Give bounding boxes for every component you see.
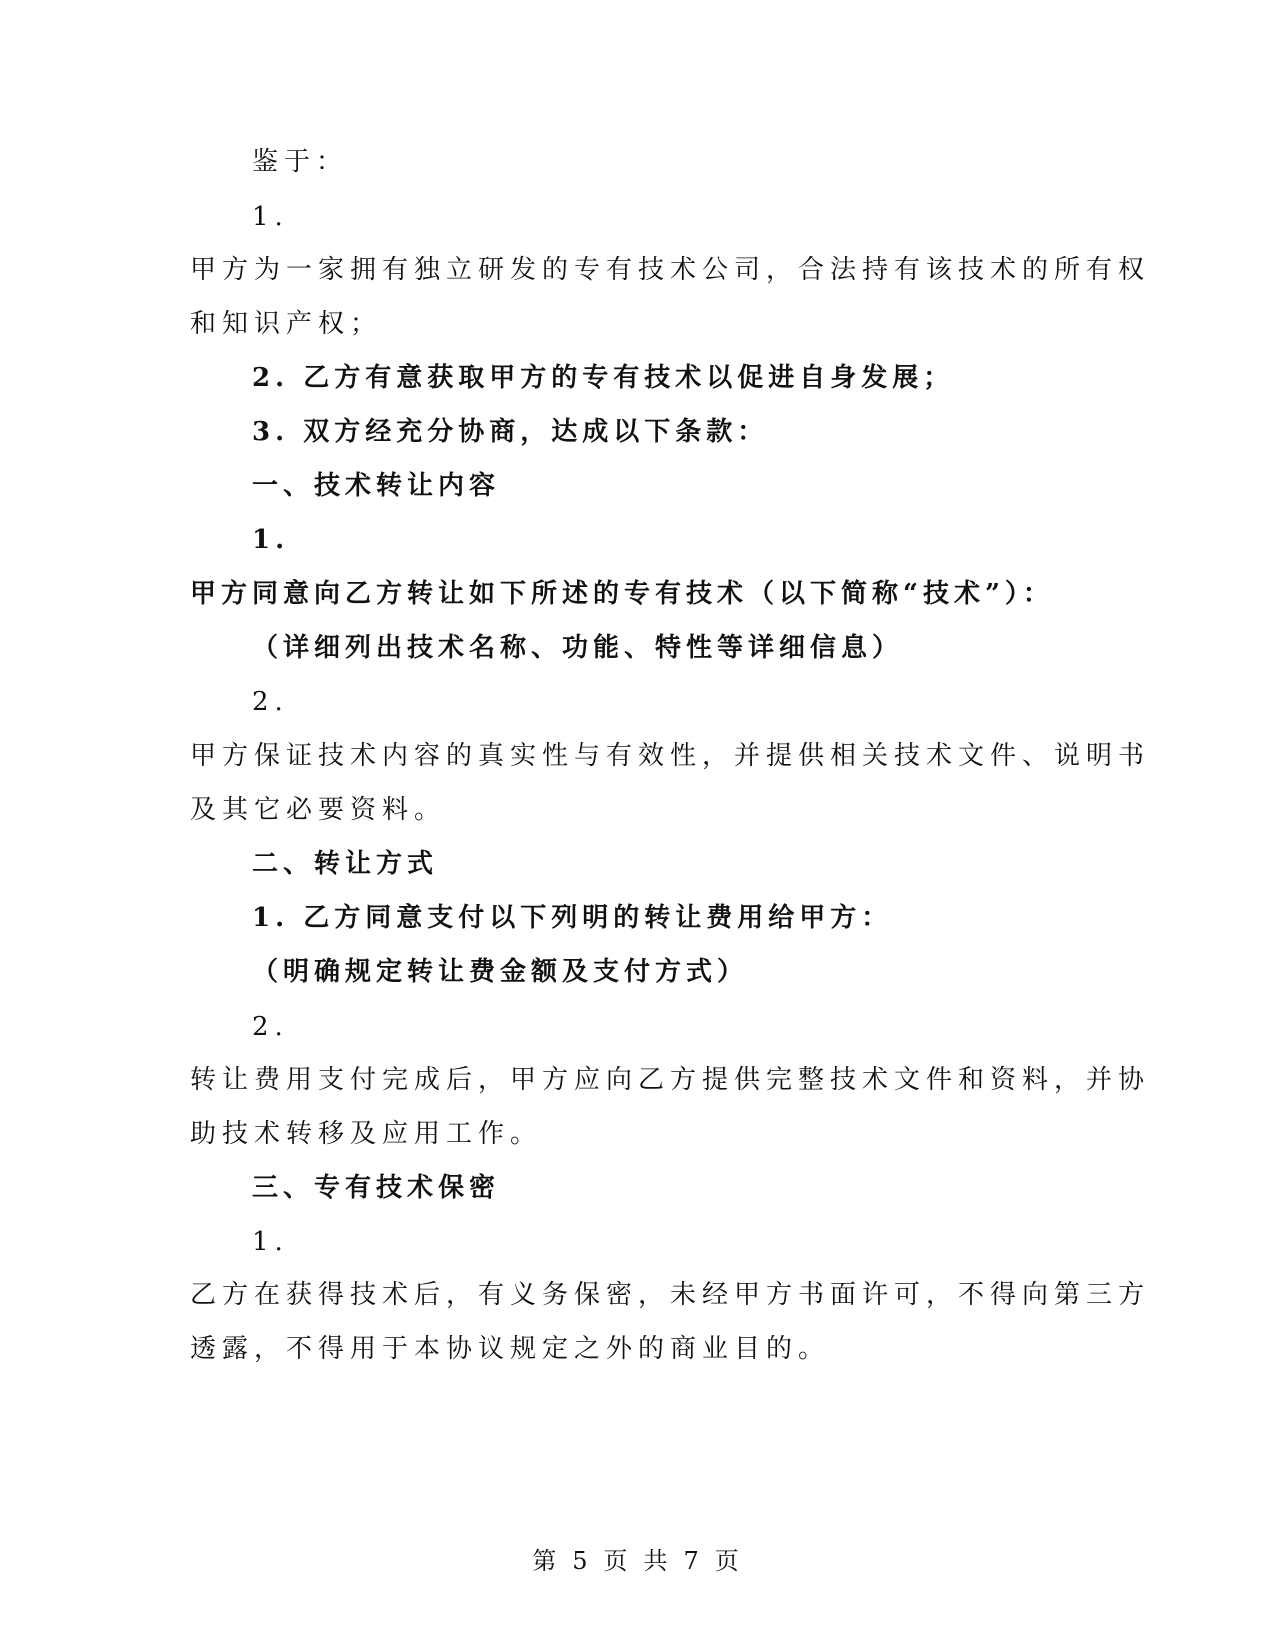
recital-3: 3. 双方经充分协商，达成以下条款：: [252, 417, 769, 447]
section-2-heading: 二、转让方式: [252, 849, 439, 879]
section-3-clause-1-line-2: 透露，不得用于本协议规定之外的商业目的。: [190, 1334, 831, 1364]
section-2-number-2: 2.: [252, 1012, 289, 1042]
section-2-clause-2-line-2: 助技术转移及应用工作。: [190, 1119, 543, 1149]
footer-suffix: 页: [714, 1547, 743, 1575]
section-1-number-1: 1.: [252, 525, 290, 555]
section-1-clause-2-line-2: 及其它必要资料。: [190, 795, 447, 825]
section-3-clause-1-line-1: 乙方在获得技术后，有义务保密，未经甲方书面许可，不得向第三方: [190, 1280, 1151, 1310]
footer-page-label: 页: [603, 1547, 632, 1575]
section-2-clause-2-line-1: 转让费用支付完成后，甲方应向乙方提供完整技术文件和资料，并协: [190, 1065, 1151, 1095]
section-1-heading: 一、技术转让内容: [252, 471, 501, 501]
section-1-clause-2-line-1: 甲方保证技术内容的真实性与有效性，并提供相关技术文件、说明书: [190, 741, 1151, 771]
recital-1-line-2: 和知识产权；: [190, 309, 383, 339]
recital-2: 2. 乙方有意获取甲方的专有技术以促进自身发展；: [252, 363, 955, 393]
section-1-clause-1: 甲方同意向乙方转让如下所述的专有技术（以下简称“技术”）：: [190, 579, 1054, 609]
section-1-number-2: 2.: [252, 687, 289, 717]
section-2-clause-1: 1. 乙方同意支付以下列明的转让费用给甲方：: [252, 903, 893, 933]
section-3-number-1: 1.: [252, 1227, 289, 1257]
section-1-detail: （详细列出技术名称、功能、特性等详细信息）: [252, 633, 904, 663]
page-footer: [0, 1545, 1275, 1577]
footer-prefix: 第: [532, 1547, 561, 1575]
section-3-heading: 三、专有技术保密: [252, 1173, 501, 1203]
section-2-detail: （明确规定转让费金额及支付方式）: [252, 957, 749, 987]
recital-number-1: 1.: [252, 202, 289, 232]
intro-heading: 鉴于：: [252, 147, 349, 177]
footer-page-number: 5: [572, 1547, 592, 1575]
recital-1-line-1: 甲方为一家拥有独立研发的专有技术公司，合法持有该技术的所有权: [190, 255, 1151, 285]
footer-total-pages: 7: [683, 1547, 703, 1575]
footer-total-label: 共: [643, 1547, 672, 1575]
